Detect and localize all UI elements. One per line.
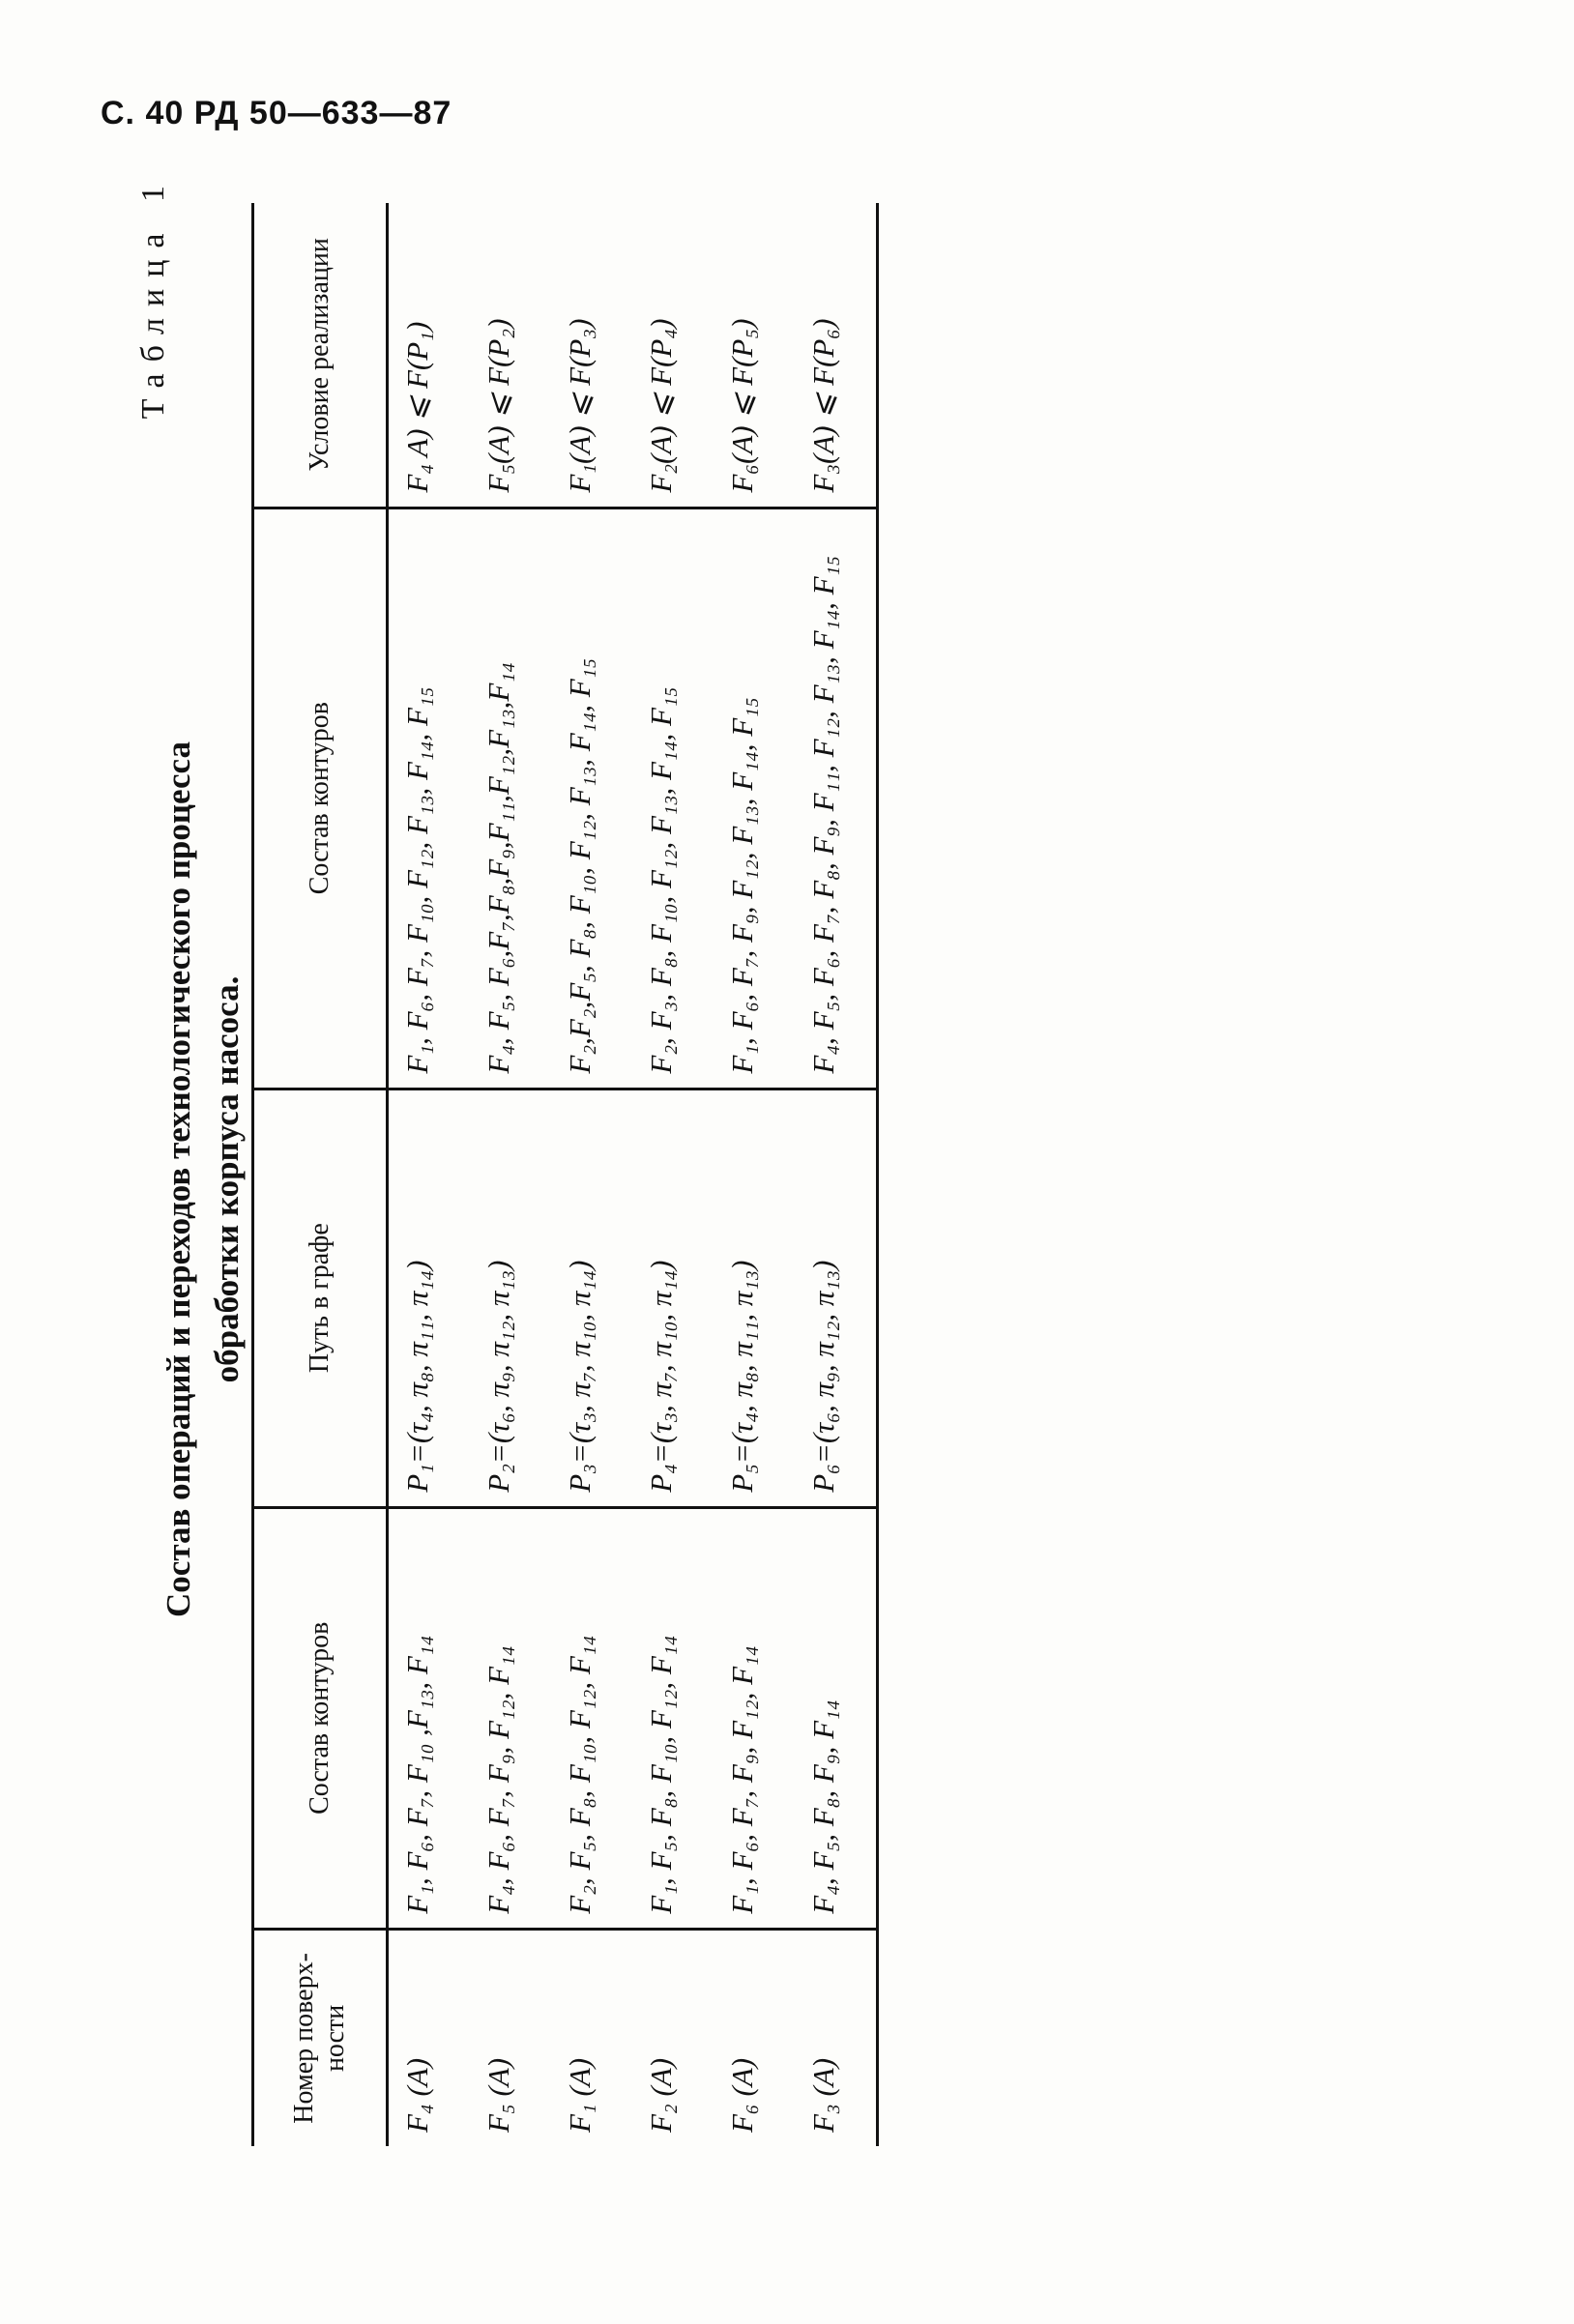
cell-contours: F₁, F₆, F₇, F₉, F₁₂, F₁₄	[714, 1507, 795, 1929]
cell-surface: F₄ (A)	[400, 2057, 434, 2133]
cell-contours: F₄, F₆, F₇, F₉, F₁₂, F₁₄	[470, 1507, 551, 1929]
col-header-contours: Состав контуров	[253, 1507, 388, 1929]
cell-surface: F₅ (A)	[481, 2057, 515, 2133]
cell-contours-2: F₁, F₆, F₇, F₁₀, F₁₂, F₁₃, F₁₄, F₁₅	[388, 508, 471, 1089]
table-title	[155, 174, 251, 2185]
col-header-surface: Номер поверх- ности	[253, 1929, 388, 2146]
cell-surface: F₁ (A)	[563, 2057, 597, 2133]
table-header-row	[253, 203, 388, 2146]
cell-contours: F₁, F₆, F₇, F₁₀ ,F₁₃, F₁₄	[388, 1507, 471, 1929]
cell-contours: F₁, F₅, F₈, F₁₀, F₁₂, F₁₄	[632, 1507, 714, 1929]
operations-table	[251, 203, 879, 2146]
cell-contours-2: F₄, F₅, F₆, F₇, F₈, F₉, F₁₁, F₁₂, F₁₃, F₁₄, F₁₅	[795, 508, 878, 1089]
cell-path: P₁=(τ₄, π₈, π₁₁, π₁₄)	[388, 1089, 471, 1507]
cell-path: P₆=(τ₆, π₉, π₁₂, π₁₃)	[795, 1089, 878, 1507]
cell-contours-2: F₁, F₆, F₇, F₉, F₁₂, F₁₃, F₁₄, F₁₅	[714, 508, 795, 1089]
cell-path: P₂=(τ₆, π₉, π₁₂, π₁₃)	[470, 1089, 551, 1507]
cell-contours-2: F₄, F₅, F₆,F₇,F₈,F₉,F₁₁,F₁₂,F₁₃,F₁₄	[470, 508, 551, 1089]
table-title-line-2: обработки корпуса насоса.	[208, 975, 246, 1383]
cell-path: P₃=(τ₃, π₇, π₁₀, π₁₄)	[551, 1089, 632, 1507]
col-header-contours-2: Состав контуров	[253, 508, 388, 1089]
table-row	[470, 203, 551, 2146]
col-header-path: Путь в графе	[253, 1089, 388, 1507]
cell-path: P₄=(τ₃, π₇, π₁₀, π₁₄)	[632, 1089, 714, 1507]
cell-contours-2: F₂, F₃, F₈, F₁₀, F₁₂, F₁₃, F₁₄, F₁₅	[632, 508, 714, 1089]
table-row	[551, 203, 632, 2146]
cell-condition: F₃(A) ⩽ F(P₆)	[795, 203, 878, 508]
cell-condition: F₂(A) ⩽ F(P₄)	[632, 203, 714, 508]
table-row	[388, 203, 471, 2146]
table-label: Таблица 1	[135, 174, 171, 420]
cell-condition: F₄ A) ⩽ F(P₁)	[388, 203, 471, 508]
col-header-condition: Условие реализации	[253, 203, 388, 508]
cell-surface: F₃ (A)	[795, 1929, 878, 2146]
rotated-content	[135, 174, 1528, 2185]
table-row	[714, 203, 795, 2146]
table-row	[795, 203, 878, 2146]
cell-condition: F₅(A) ⩽ F(P₂)	[470, 203, 551, 508]
cell-contours: F₄, F₅, F₈, F₉, F₁₄	[795, 1507, 878, 1929]
table-title-line-1: Состав операций и переходов технологического процесса	[160, 741, 197, 1617]
page-header: С. 40 РД 50—633—87	[101, 95, 452, 131]
cell-surface: F₆ (A)	[725, 2057, 759, 2133]
cell-condition: F₆(A) ⩽ F(P₅)	[714, 203, 795, 508]
cell-contours-2: F₂,F₂,F₅, F₈, F₁₀, F₁₂, F₁₃, F₁₄, F₁₅	[551, 508, 632, 1089]
cell-path: P₅=(τ₄, π₈, π₁₁, π₁₃)	[714, 1089, 795, 1507]
cell-contours: F₂, F₅, F₈, F₁₀, F₁₂, F₁₄	[551, 1507, 632, 1929]
table-row	[632, 203, 714, 2146]
cell-condition: F₁(A) ⩽ F(P₃)	[551, 203, 632, 508]
cell-surface: F₂ (A)	[644, 2057, 678, 2133]
